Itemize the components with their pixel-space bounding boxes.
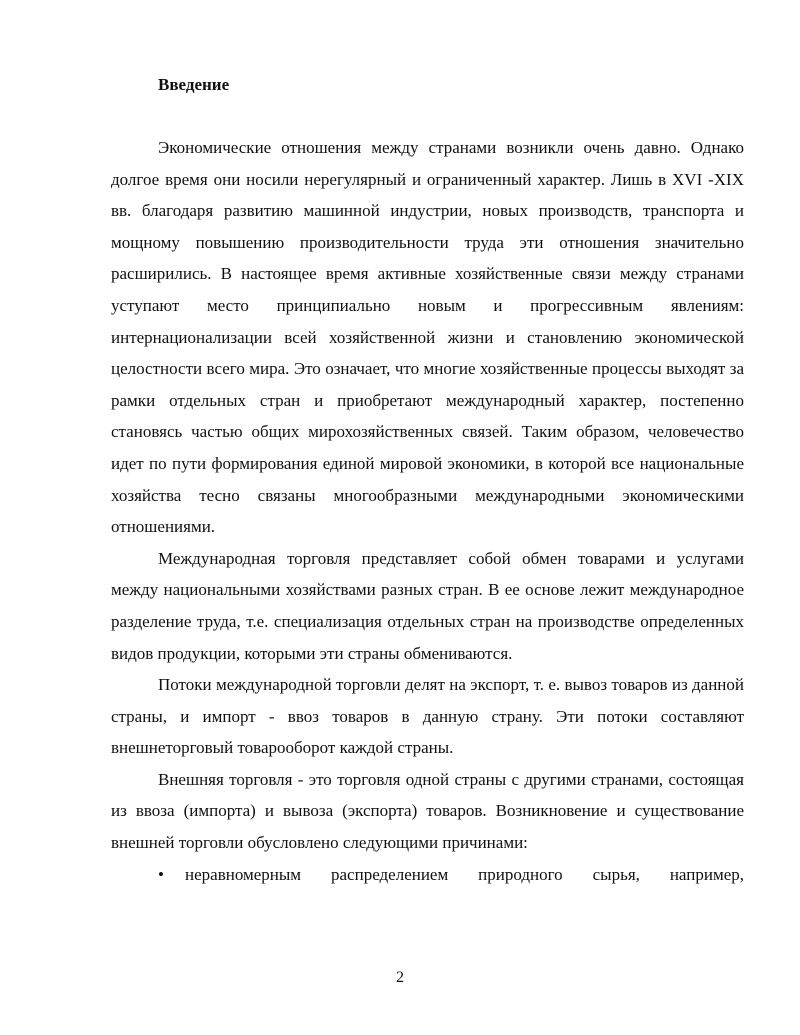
page-heading: Введение bbox=[158, 75, 230, 94]
document-body bbox=[111, 132, 744, 890]
page-number: 2 bbox=[396, 969, 404, 986]
paragraph-international-trade: Международная торговля представляет собой обмен товарами и услугами между национальными хозяйствами разных стран. В ее основе лежит международное разделение труда, т.е. специализация отдельных стран на производстве определенных видов продукции, которыми эти страны обмениваются. bbox=[111, 548, 744, 663]
paragraph-trade-flows: Потоки международной торговли делят на экспорт, т. е. вывоз товаров из данной страны, и импорт - ввоз товаров в данную страну. Эти потоки составляют внешнеторговый товарооборот каждой страны. bbox=[111, 675, 744, 758]
paragraph-introduction: Экономические отношения между странами возникли очень давно. Однако долгое время они носили нерегулярный и ограниченный характер. Лишь в XVI -XIX вв. благодаря развитию машинной индустрии, новых производств, транспорта и мощному повышению производительности труда эти отношения значительно расширились. В настоящее время активные хозяйственные связи между странами уступают место принципиально новым и прогрессивным явлениям: интернационализации всей хозяйственной жизни и становлению экономической целостности всего мира. Это означает, что многие хозяйственные процессы выходят за рамки отдельных стран и приобретают международный характер, постепенно становясь частью общих мирохозяйственных связей. Таким образом, человечество идет по пути формирования единой мировой экономики, в которой все национальные хозяйства тесно связаны многообразными международными экономическими отношениями. bbox=[111, 138, 744, 537]
paragraph-foreign-trade: Внешняя торговля - это торговля одной страны с другими странами, состоящая из ввоза (импорта) и вывоза (экспорта) товаров. Возникновение и существование внешней торговли обусловлено следующими причинами: bbox=[111, 769, 744, 853]
list-item bbox=[111, 859, 744, 891]
bullet-marker: • bbox=[158, 864, 164, 884]
list-item-text: неравномерным распределением природного сырья, например, bbox=[185, 864, 744, 884]
